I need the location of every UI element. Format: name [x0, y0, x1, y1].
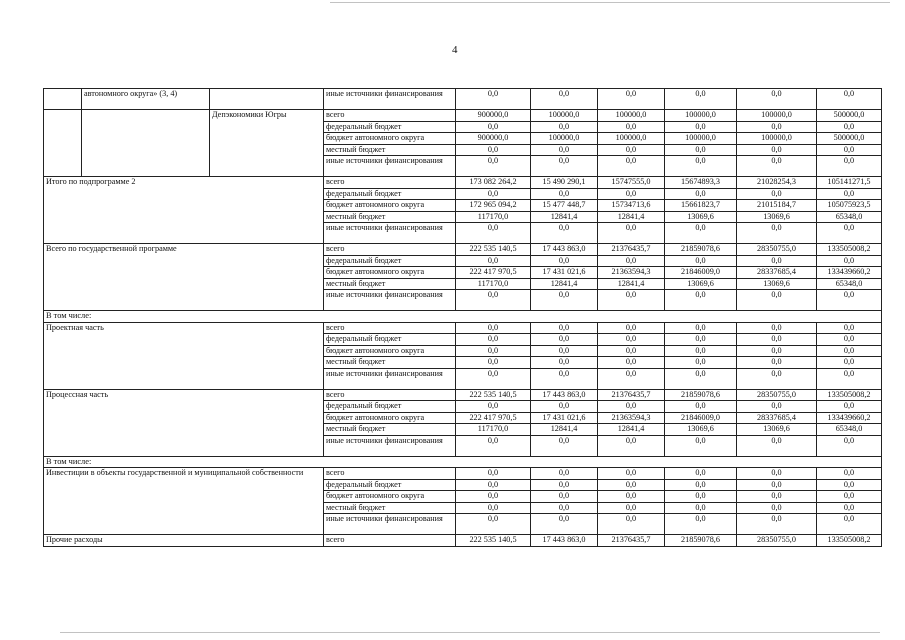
value-cell: 12841,4: [531, 424, 598, 436]
value-cell: 0,0: [737, 89, 817, 110]
value-cell: 0,0: [817, 188, 882, 200]
value-cell: 17 443 863,0: [531, 535, 598, 547]
source-label: иные источники финансирования: [324, 223, 456, 244]
value-cell: 13069,6: [665, 278, 737, 290]
value-cell: 28337685,4: [737, 412, 817, 424]
value-cell: 172 965 094,2: [456, 200, 531, 212]
value-cell: 0,0: [665, 514, 737, 535]
value-cell: 0,0: [531, 290, 598, 311]
value-cell: 0,0: [737, 491, 817, 503]
value-cell: 12841,4: [531, 278, 598, 290]
block-label: Прочие расходы: [44, 535, 324, 547]
value-cell: 0,0: [531, 345, 598, 357]
value-cell: 0,0: [817, 89, 882, 110]
source-label: бюджет автономного округа: [324, 345, 456, 357]
value-cell: 15734713,6: [598, 200, 665, 212]
value-cell: 65348,0: [817, 211, 882, 223]
executor-label: Депэкономики Югры: [210, 110, 324, 177]
value-cell: 0,0: [456, 334, 531, 346]
block-label: Инвестиции в объекты государственной и муниципальной собственности: [44, 468, 324, 535]
value-cell: 0,0: [665, 144, 737, 156]
value-cell: 13069,6: [665, 424, 737, 436]
value-cell: 100000,0: [531, 133, 598, 145]
value-cell: 0,0: [817, 401, 882, 413]
value-cell: 21376435,7: [598, 535, 665, 547]
value-cell: 0,0: [598, 345, 665, 357]
table-row: [44, 89, 882, 110]
value-cell: 0,0: [817, 156, 882, 177]
value-cell: 0,0: [665, 223, 737, 244]
value-cell: 100000,0: [531, 110, 598, 122]
value-cell: 15 477 448,7: [531, 200, 598, 212]
value-cell: 222 535 140,5: [456, 389, 531, 401]
value-cell: 0,0: [665, 334, 737, 346]
value-cell: 0,0: [737, 514, 817, 535]
value-cell: 0,0: [456, 435, 531, 456]
value-cell: 0,0: [665, 435, 737, 456]
value-cell: 0,0: [737, 502, 817, 514]
value-cell: 0,0: [598, 223, 665, 244]
value-cell: 0,0: [598, 368, 665, 389]
value-cell: 0,0: [531, 435, 598, 456]
source-label: всего: [324, 244, 456, 256]
value-cell: 0,0: [456, 468, 531, 480]
value-cell: 0,0: [817, 502, 882, 514]
source-label: иные источники финансирования: [324, 156, 456, 177]
value-cell: 0,0: [598, 89, 665, 110]
source-label: иные источники финансирования: [324, 368, 456, 389]
value-cell: 0,0: [665, 401, 737, 413]
source-label: иные источники финансирования: [324, 514, 456, 535]
value-cell: 0,0: [456, 290, 531, 311]
value-cell: 0,0: [531, 401, 598, 413]
value-cell: 65348,0: [817, 424, 882, 436]
value-cell: 0,0: [456, 89, 531, 110]
value-cell: 0,0: [456, 345, 531, 357]
value-cell: 100000,0: [665, 133, 737, 145]
value-cell: 0,0: [598, 334, 665, 346]
value-cell: 105075923,5: [817, 200, 882, 212]
value-cell: 0,0: [456, 188, 531, 200]
value-cell: 0,0: [456, 357, 531, 369]
source-label: местный бюджет: [324, 502, 456, 514]
value-cell: 0,0: [598, 156, 665, 177]
value-cell: 0,0: [531, 334, 598, 346]
source-label: бюджет автономного округа: [324, 133, 456, 145]
value-cell: 222 535 140,5: [456, 535, 531, 547]
value-cell: 0,0: [817, 121, 882, 133]
source-label: федеральный бюджет: [324, 121, 456, 133]
value-cell: 0,0: [531, 368, 598, 389]
value-cell: 13069,6: [737, 278, 817, 290]
value-cell: 0,0: [531, 223, 598, 244]
value-cell: 0,0: [665, 89, 737, 110]
value-cell: 17 431 021,6: [531, 412, 598, 424]
source-label: бюджет автономного округа: [324, 200, 456, 212]
value-cell: 0,0: [456, 144, 531, 156]
section-label: В том числе:: [44, 311, 882, 323]
value-cell: 0,0: [817, 322, 882, 334]
value-cell: 21859078,6: [665, 244, 737, 256]
value-cell: 21376435,7: [598, 389, 665, 401]
value-cell: 0,0: [737, 322, 817, 334]
value-cell: 21859078,6: [665, 535, 737, 547]
scan-artifact-bottom: [60, 632, 880, 633]
value-cell: 0,0: [456, 502, 531, 514]
value-cell: 0,0: [737, 401, 817, 413]
page-number: 4: [452, 44, 458, 56]
value-cell: 12841,4: [598, 278, 665, 290]
table-row: [44, 177, 882, 189]
value-cell: 0,0: [665, 479, 737, 491]
value-cell: 900000,0: [456, 133, 531, 145]
source-label: бюджет автономного округа: [324, 267, 456, 279]
source-label: всего: [324, 177, 456, 189]
value-cell: 0,0: [456, 223, 531, 244]
block-label: Проектная часть: [44, 322, 324, 389]
blank-cell: [82, 110, 210, 177]
value-cell: 0,0: [817, 514, 882, 535]
source-label: иные источники финансирования: [324, 290, 456, 311]
value-cell: 222 417 970,5: [456, 267, 531, 279]
value-cell: 0,0: [737, 357, 817, 369]
source-label: местный бюджет: [324, 278, 456, 290]
value-cell: 117170,0: [456, 211, 531, 223]
value-cell: 0,0: [531, 188, 598, 200]
source-label: всего: [324, 110, 456, 122]
table-row: [44, 468, 882, 480]
source-label: федеральный бюджет: [324, 188, 456, 200]
blank-cell: [44, 89, 82, 110]
value-cell: 21028254,3: [737, 177, 817, 189]
value-cell: 117170,0: [456, 424, 531, 436]
value-cell: 13069,6: [737, 424, 817, 436]
source-label: всего: [324, 468, 456, 480]
value-cell: 0,0: [598, 144, 665, 156]
block-label: Процессная часть: [44, 389, 324, 456]
table-row: [44, 110, 882, 122]
source-label: всего: [324, 535, 456, 547]
value-cell: 0,0: [737, 121, 817, 133]
value-cell: 0,0: [665, 491, 737, 503]
value-cell: 21846009,0: [665, 267, 737, 279]
budget-table: [43, 88, 882, 547]
source-label: федеральный бюджет: [324, 255, 456, 267]
value-cell: 117170,0: [456, 278, 531, 290]
value-cell: 0,0: [665, 502, 737, 514]
value-cell: 0,0: [817, 334, 882, 346]
value-cell: 0,0: [665, 121, 737, 133]
value-cell: 0,0: [598, 502, 665, 514]
value-cell: 0,0: [665, 255, 737, 267]
value-cell: 15661823,7: [665, 200, 737, 212]
section-row: [44, 311, 882, 323]
block-label: Итого по подпрограмме 2: [44, 177, 324, 244]
value-cell: 0,0: [456, 479, 531, 491]
value-cell: 65348,0: [817, 278, 882, 290]
value-cell: 222 417 970,5: [456, 412, 531, 424]
value-cell: 0,0: [737, 468, 817, 480]
value-cell: 17 443 863,0: [531, 389, 598, 401]
value-cell: 0,0: [817, 255, 882, 267]
value-cell: 133505008,2: [817, 389, 882, 401]
value-cell: 28350755,0: [737, 244, 817, 256]
scan-artifact-top: [330, 2, 890, 3]
value-cell: 0,0: [817, 345, 882, 357]
value-cell: 28337685,4: [737, 267, 817, 279]
table-body: [44, 89, 882, 547]
value-cell: 0,0: [598, 121, 665, 133]
value-cell: 0,0: [456, 491, 531, 503]
value-cell: 105141271,5: [817, 177, 882, 189]
executor-label: [210, 89, 324, 110]
source-label: иные источники финансирования: [324, 89, 456, 110]
value-cell: 222 535 140,5: [456, 244, 531, 256]
value-cell: 0,0: [817, 435, 882, 456]
value-cell: 0,0: [817, 468, 882, 480]
value-cell: 0,0: [531, 502, 598, 514]
value-cell: 13069,6: [665, 211, 737, 223]
source-label: федеральный бюджет: [324, 401, 456, 413]
value-cell: 21015184,7: [737, 200, 817, 212]
value-cell: 0,0: [531, 322, 598, 334]
value-cell: 0,0: [598, 255, 665, 267]
blank-cell: [44, 110, 82, 177]
value-cell: 0,0: [598, 290, 665, 311]
value-cell: 0,0: [598, 322, 665, 334]
source-label: всего: [324, 389, 456, 401]
value-cell: 0,0: [817, 368, 882, 389]
source-label: федеральный бюджет: [324, 479, 456, 491]
value-cell: 0,0: [737, 435, 817, 456]
source-label: местный бюджет: [324, 424, 456, 436]
value-cell: 0,0: [665, 188, 737, 200]
source-label: местный бюджет: [324, 357, 456, 369]
value-cell: 0,0: [598, 401, 665, 413]
value-cell: 12841,4: [598, 211, 665, 223]
value-cell: 500000,0: [817, 133, 882, 145]
value-cell: 0,0: [737, 479, 817, 491]
value-cell: 133505008,2: [817, 244, 882, 256]
value-cell: 0,0: [817, 357, 882, 369]
source-label: федеральный бюджет: [324, 334, 456, 346]
value-cell: 0,0: [817, 223, 882, 244]
value-cell: 100000,0: [598, 110, 665, 122]
value-cell: 0,0: [598, 514, 665, 535]
value-cell: 0,0: [665, 156, 737, 177]
value-cell: 0,0: [737, 188, 817, 200]
value-cell: 12841,4: [531, 211, 598, 223]
value-cell: 0,0: [665, 468, 737, 480]
value-cell: 0,0: [531, 479, 598, 491]
value-cell: 0,0: [598, 468, 665, 480]
source-label: иные источники финансирования: [324, 435, 456, 456]
section-label: В том числе:: [44, 456, 882, 468]
value-cell: 0,0: [665, 322, 737, 334]
value-cell: 15747555,0: [598, 177, 665, 189]
value-cell: 0,0: [598, 479, 665, 491]
value-cell: 133439660,2: [817, 267, 882, 279]
value-cell: 0,0: [456, 514, 531, 535]
table-row: [44, 389, 882, 401]
value-cell: 0,0: [665, 345, 737, 357]
value-cell: 0,0: [737, 345, 817, 357]
value-cell: 0,0: [598, 435, 665, 456]
value-cell: 0,0: [598, 188, 665, 200]
value-cell: 0,0: [737, 255, 817, 267]
value-cell: 0,0: [817, 144, 882, 156]
value-cell: 21363594,3: [598, 412, 665, 424]
source-label: всего: [324, 322, 456, 334]
value-cell: 13069,6: [737, 211, 817, 223]
value-cell: 0,0: [531, 357, 598, 369]
value-cell: 173 082 264,2: [456, 177, 531, 189]
table-row: [44, 535, 882, 547]
value-cell: 0,0: [665, 357, 737, 369]
value-cell: 21846009,0: [665, 412, 737, 424]
value-cell: 0,0: [531, 121, 598, 133]
value-cell: 500000,0: [817, 110, 882, 122]
value-cell: 0,0: [737, 144, 817, 156]
value-cell: 0,0: [456, 255, 531, 267]
value-cell: 0,0: [531, 156, 598, 177]
value-cell: 133505008,2: [817, 535, 882, 547]
value-cell: 0,0: [817, 290, 882, 311]
value-cell: 0,0: [737, 334, 817, 346]
value-cell: 12841,4: [598, 424, 665, 436]
table-row: [44, 244, 882, 256]
value-cell: 0,0: [456, 401, 531, 413]
value-cell: 0,0: [531, 491, 598, 503]
value-cell: 28350755,0: [737, 535, 817, 547]
value-cell: 21859078,6: [665, 389, 737, 401]
value-cell: 28350755,0: [737, 389, 817, 401]
value-cell: 0,0: [737, 156, 817, 177]
value-cell: 0,0: [456, 368, 531, 389]
value-cell: 0,0: [817, 479, 882, 491]
value-cell: 17 443 863,0: [531, 244, 598, 256]
block-label: Всего по государственной программе: [44, 244, 324, 311]
value-cell: 0,0: [456, 322, 531, 334]
value-cell: 0,0: [737, 368, 817, 389]
value-cell: 0,0: [665, 368, 737, 389]
source-label: местный бюджет: [324, 211, 456, 223]
value-cell: 0,0: [531, 514, 598, 535]
block-label: автономного округа» (3, 4): [82, 89, 210, 110]
value-cell: 100000,0: [598, 133, 665, 145]
value-cell: 0,0: [598, 357, 665, 369]
value-cell: 0,0: [817, 491, 882, 503]
value-cell: 0,0: [598, 491, 665, 503]
value-cell: 0,0: [531, 468, 598, 480]
value-cell: 133439660,2: [817, 412, 882, 424]
table-row: [44, 322, 882, 334]
value-cell: 0,0: [737, 223, 817, 244]
value-cell: 0,0: [665, 290, 737, 311]
value-cell: 0,0: [456, 121, 531, 133]
value-cell: 17 431 021,6: [531, 267, 598, 279]
value-cell: 0,0: [737, 290, 817, 311]
value-cell: 100000,0: [737, 110, 817, 122]
value-cell: 0,0: [531, 144, 598, 156]
value-cell: 100000,0: [665, 110, 737, 122]
value-cell: 900000,0: [456, 110, 531, 122]
source-label: местный бюджет: [324, 144, 456, 156]
value-cell: 15 490 290,1: [531, 177, 598, 189]
value-cell: 21376435,7: [598, 244, 665, 256]
value-cell: 15674893,3: [665, 177, 737, 189]
source-label: бюджет автономного округа: [324, 412, 456, 424]
value-cell: 0,0: [531, 89, 598, 110]
section-row: [44, 456, 882, 468]
value-cell: 100000,0: [737, 133, 817, 145]
value-cell: 21363594,3: [598, 267, 665, 279]
source-label: бюджет автономного округа: [324, 491, 456, 503]
value-cell: 0,0: [456, 156, 531, 177]
value-cell: 0,0: [531, 255, 598, 267]
